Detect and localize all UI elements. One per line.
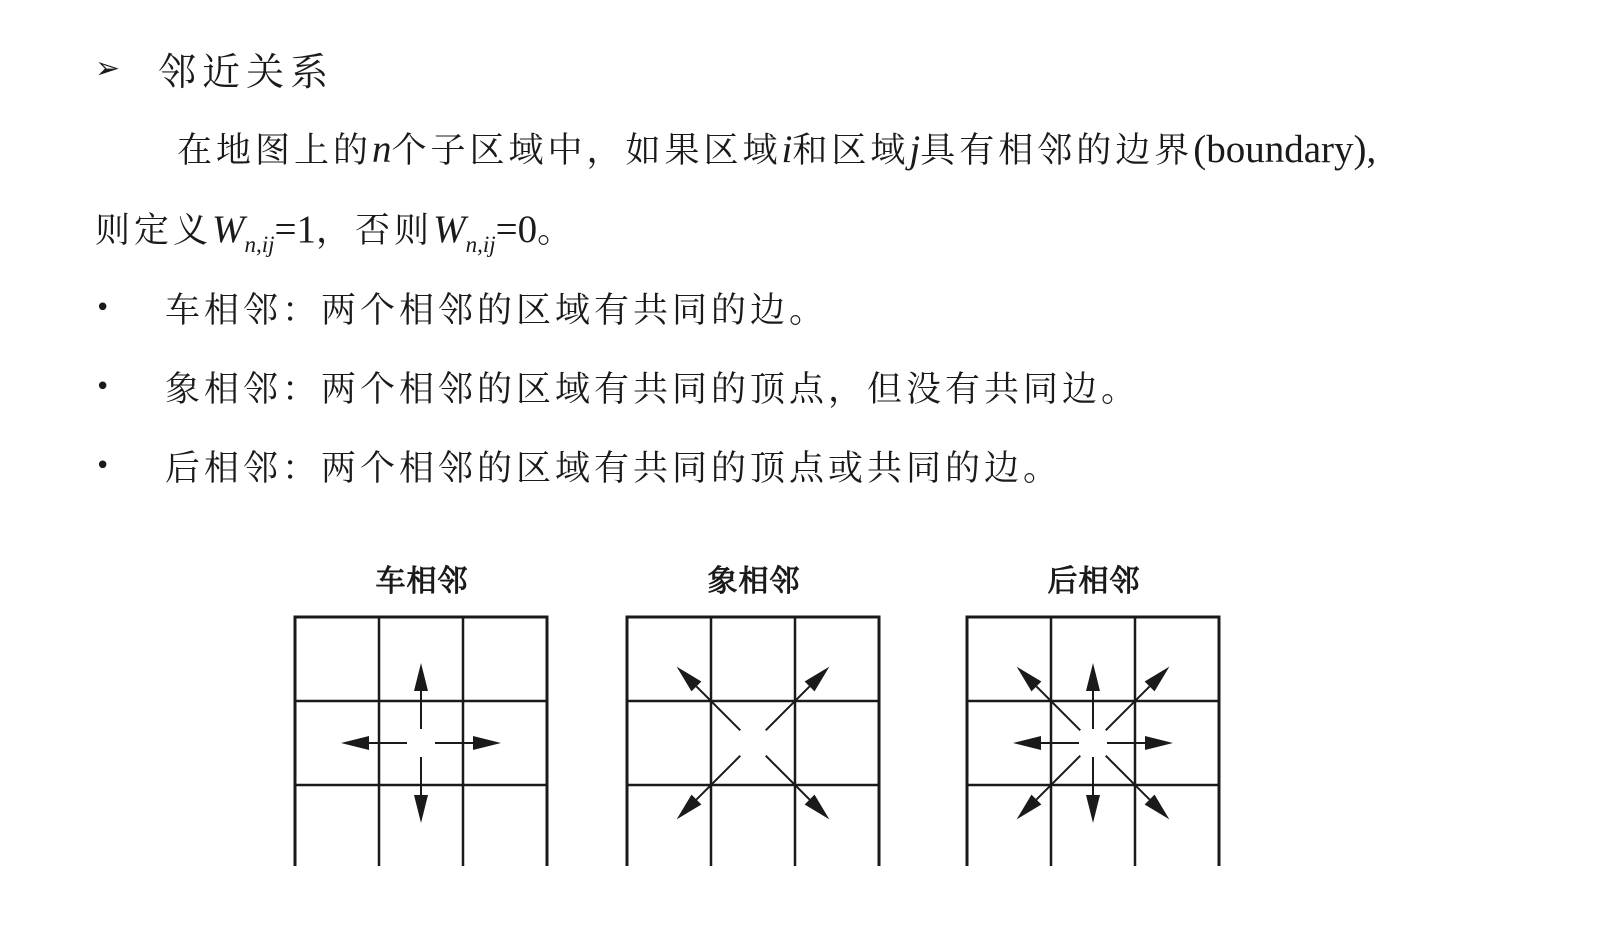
grid-border	[295, 617, 547, 866]
text-run: 具有相邻的边界	[920, 131, 1194, 171]
grid-border	[627, 617, 879, 866]
figure-title: 车相邻	[375, 564, 469, 599]
bullet-dot-icon: •	[95, 293, 111, 323]
arrow-sw-icon	[677, 756, 741, 820]
var-i: i	[781, 128, 793, 171]
figure-title: 象相邻	[707, 564, 801, 599]
bullet-bishop	[95, 362, 1140, 412]
w-subscript: n,ij	[465, 232, 496, 257]
bullet-queen	[95, 441, 1062, 491]
arrow-ne-icon	[766, 667, 830, 731]
arrow-nw-icon	[1017, 667, 1081, 731]
rook-grid-diagram	[292, 614, 552, 866]
bishop-grid-diagram	[624, 614, 884, 866]
var-n: n	[372, 128, 392, 171]
arrow-sw-icon	[1017, 756, 1081, 820]
grid-border	[967, 617, 1219, 866]
text-run: 和区域	[792, 131, 910, 171]
arrow-s-icon	[414, 757, 428, 823]
arrow-w-icon	[341, 736, 407, 750]
boundary-term: (boundary),	[1193, 128, 1377, 171]
text-run: ，否则	[316, 211, 434, 251]
var-w: W	[212, 208, 245, 251]
arrow-bullet-icon: ➢	[95, 50, 121, 86]
arrow-ne-icon	[1106, 667, 1170, 731]
arrow-n-icon	[414, 663, 428, 729]
arrow-n-icon	[1086, 663, 1100, 729]
bullet-dot-icon: •	[95, 451, 111, 481]
section-heading	[95, 40, 334, 96]
figure-queen	[964, 560, 1224, 866]
arrow-nw-icon	[677, 667, 741, 731]
definition-paragraph-line1	[95, 123, 1376, 173]
figure-title: 后相邻	[1047, 564, 1141, 599]
bullet-text: 车相邻：两个相邻的区域有共同的边。	[165, 291, 829, 331]
queen-grid-diagram	[964, 614, 1224, 866]
figure-bishop	[624, 560, 884, 866]
section-title: 邻近关系	[158, 49, 335, 94]
bullet-text: 后相邻：两个相邻的区域有共同的顶点或共同的边。	[165, 449, 1063, 489]
var-j: j	[909, 128, 921, 171]
arrow-e-icon	[435, 736, 501, 750]
bullet-text: 象相邻：两个相邻的区域有共同的顶点，但没有共同边。	[165, 370, 1141, 410]
equals-zero: =0	[495, 208, 538, 251]
arrow-se-icon	[766, 756, 830, 820]
arrow-s-icon	[1086, 757, 1100, 823]
var-w: W	[433, 208, 466, 251]
figure-rook	[292, 560, 552, 866]
bullet-rook	[95, 283, 828, 333]
equals-one: =1	[274, 208, 317, 251]
definition-paragraph-line2	[95, 203, 576, 258]
w-subscript: n,ij	[244, 232, 275, 257]
arrow-w-icon	[1013, 736, 1079, 750]
arrow-e-icon	[1107, 736, 1173, 750]
bullet-dot-icon: •	[95, 372, 111, 402]
arrow-se-icon	[1106, 756, 1170, 820]
text-run: 在地图上的	[177, 131, 373, 171]
text-run: 则定义	[95, 211, 213, 251]
text-run: 。	[537, 211, 577, 251]
text-run: 个子区域中，如果区域	[391, 131, 782, 171]
